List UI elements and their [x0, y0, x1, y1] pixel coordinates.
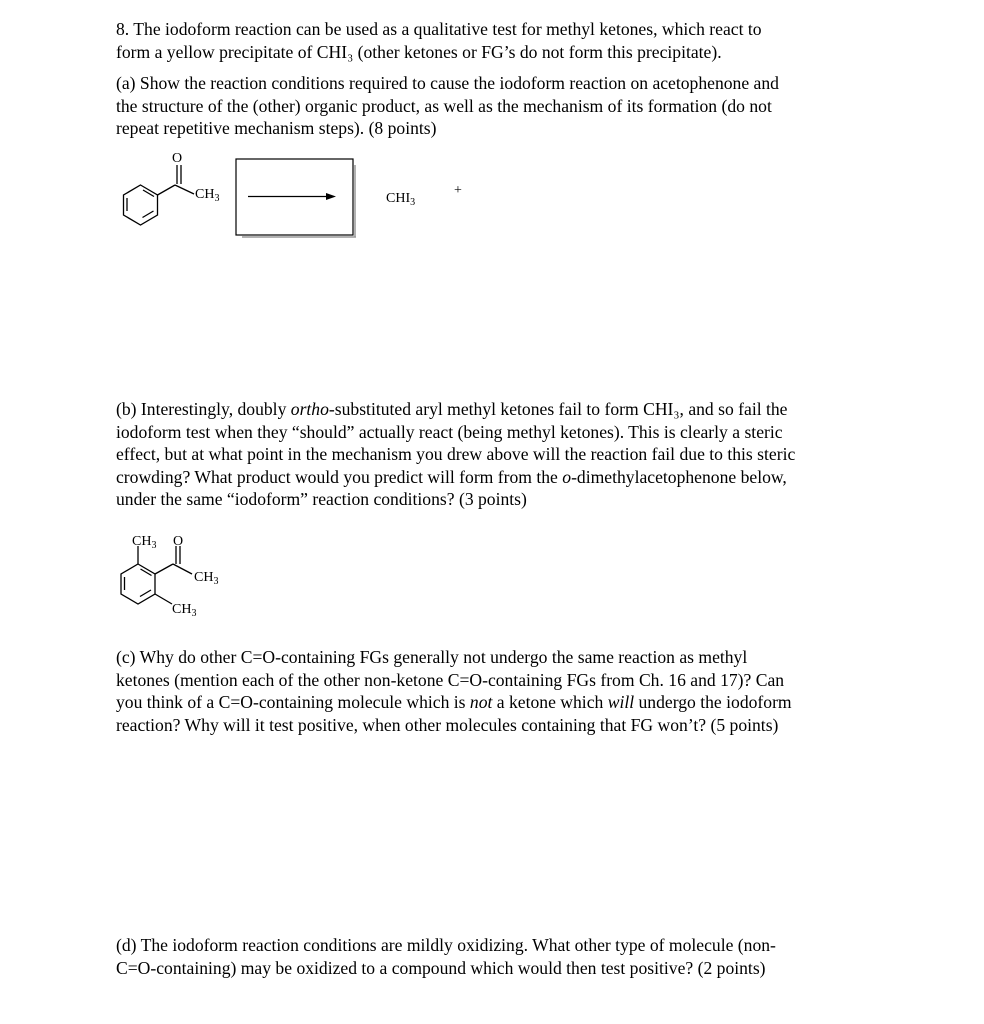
part-d-line-1: (d) The iodoform reaction conditions are mildly oxidizing. What other type of molecule (non- — [116, 935, 776, 955]
ch3-bottom-label: $CH_3$ — [172, 602, 197, 619]
part-b-line-5: under the same “iodoform” reaction conditions? (3 points) — [116, 489, 527, 510]
reaction-scheme-a — [110, 148, 490, 244]
intro-line-1: 8. The iodoform reaction can be used as a qualitative test for methyl ketones, which react to — [116, 19, 762, 39]
part-b-line-2: iodoform test when they “should” actually react (being methyl ketones). This is clearly a steric — [116, 421, 783, 442]
part-d-text — [116, 934, 876, 979]
carbonyl-oxygen-label: O — [172, 151, 183, 166]
benzene-ring — [121, 564, 155, 604]
intro-line-2: form a yellow precipitate of CHI₃ (other ketones or FG’s do not form this precipitate). — [116, 41, 722, 62]
part-c-line-2: ketones (mention each of the other non-ketone C=O-containing FGs from Ch. 16 and 17)? Can — [116, 669, 785, 690]
benzene-ring — [124, 185, 158, 225]
carbonyl-oxygen-label: O — [173, 534, 184, 549]
dimethylacetophenone-structure — [112, 530, 242, 626]
iodoform-product-label: $CHI_3$ — [386, 191, 416, 208]
part-c-line-3: you think of a C=O-containing molecule which is not a ketone which will undergo the iodoform — [116, 692, 792, 713]
part-b-line-3: effect, but at what point in the mechanism you drew above will the reaction fail due to this steric — [116, 444, 796, 465]
ch3-acyl-label: $CH_3$ — [194, 570, 219, 587]
substituent-bonds — [138, 546, 192, 604]
part-b-line-4: crowding? What product would you predict will form from the o-dimethylacetophenone below, — [116, 466, 787, 487]
acetyl-bonds — [158, 165, 195, 195]
part-a-text — [116, 72, 876, 140]
methyl-label: $CH_3$ — [195, 187, 220, 204]
part-d-line-2: C=O-containing) may be oxidized to a compound which would then test positive? (2 points) — [116, 957, 766, 978]
part-c-line-4: reaction? Why will it test positive, when other molecules containing that FG won’t? (5 points) — [116, 714, 779, 735]
part-c-line-1: (c) Why do other C=O-containing FGs generally not undergo the same reaction as methyl — [116, 647, 748, 667]
part-c-text — [116, 646, 876, 736]
plus-sign: + — [454, 183, 462, 198]
part-b-text — [116, 398, 876, 511]
ch3-top-label: $CH_3$ — [132, 534, 157, 551]
part-b-line-1: (b) Interestingly, doubly ortho-substituted aryl methyl ketones fail to form CHI₃, and so fail the — [116, 399, 788, 419]
part-a-line-3: repeat repetitive mechanism steps). (8 points) — [116, 118, 437, 139]
part-a-line-1: (a) Show the reaction conditions required to cause the iodoform reaction on acetophenone and — [116, 73, 779, 93]
part-a-line-2: the structure of the (other) organic product, as well as the mechanism of its formation (do not — [116, 95, 772, 116]
question-intro — [116, 18, 876, 63]
